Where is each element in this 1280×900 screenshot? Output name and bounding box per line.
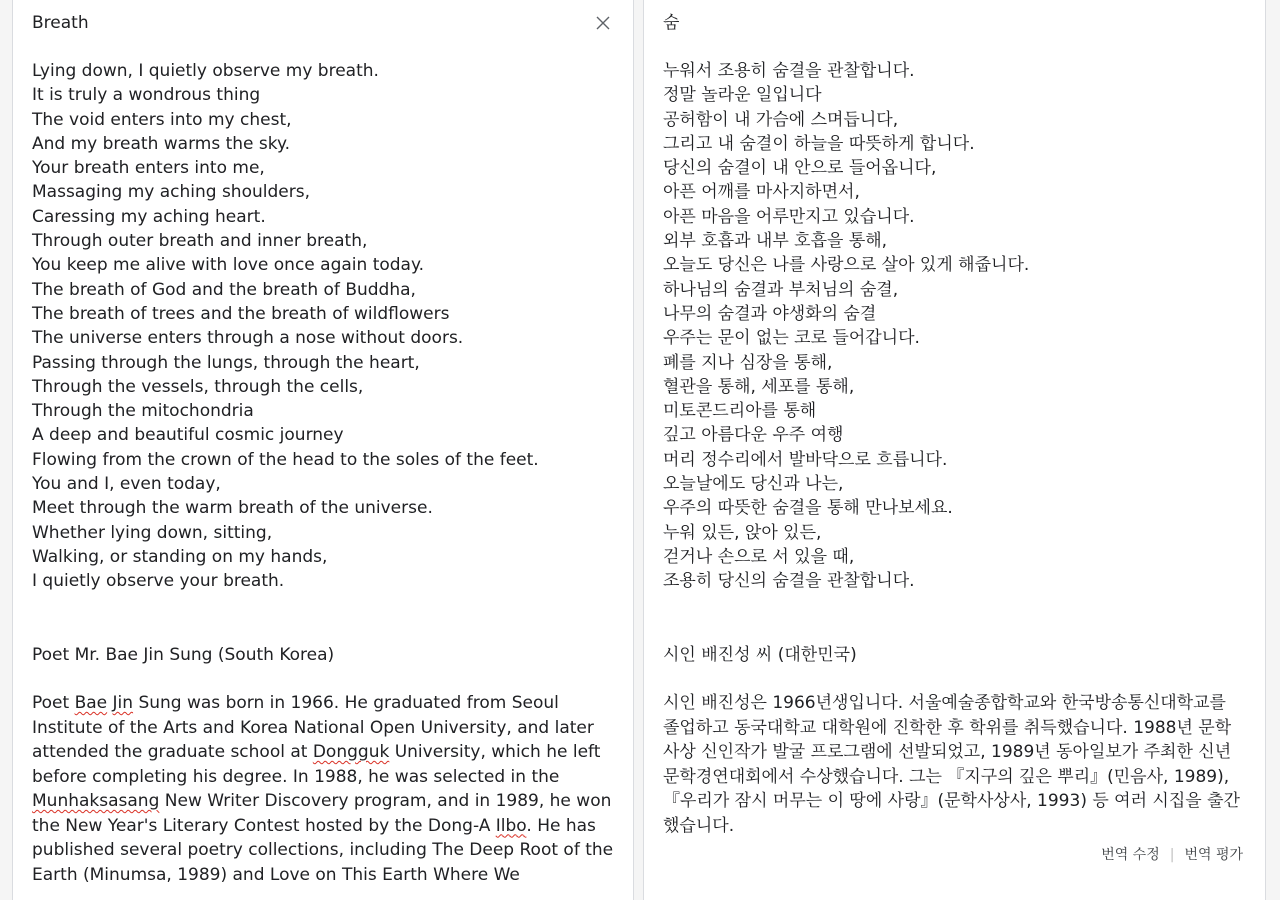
source-poem-line: Walking, or standing on my hands, <box>32 546 328 567</box>
source-poem-line: I quietly observe your breath. <box>32 571 285 592</box>
translation-poem-line: 아픈 마음을 어루만지고 있습니다. <box>663 206 915 227</box>
translation-poem-line: 혈관을 통해, 세포를 통해, <box>663 376 855 397</box>
translation-poem-line: 폐를 지나 심장을 통해, <box>663 352 833 373</box>
translation-poem-line: 외부 호흡과 내부 호흡을 통해, <box>663 231 888 252</box>
translation-poem-line: 깊고 아름다운 우주 여행 <box>663 425 844 446</box>
translation-poem-line: 미토콘드리아를 통해 <box>663 401 817 422</box>
translation-poet-line: 시인 배진성 씨 (대한민국) <box>663 645 857 666</box>
translation-poem-line: 머리 정수리에서 발바닥으로 흐릅니다. <box>663 449 948 470</box>
edit-translation-link[interactable]: 번역 수정 <box>1101 847 1160 863</box>
translation-poem-line: 우주는 문이 없는 코로 들어갑니다. <box>663 328 920 349</box>
source-poem-line: Flowing from the crown of the head to the soles of the feet. <box>32 449 539 470</box>
source-poem-line: Through the vessels, through the cells, <box>32 376 364 397</box>
translation-panel <box>643 0 1266 900</box>
translation-poem-line: 조용히 당신의 숨결을 관찰합니다. <box>663 571 915 592</box>
source-poem-line: Meet through the warm breath of the universe. <box>32 498 433 519</box>
source-poem-line: A deep and beautiful cosmic journey <box>32 425 344 446</box>
source-poem-line: The void enters into my chest, <box>32 109 292 130</box>
spellcheck-flagged-word[interactable]: Dongguk <box>312 742 390 763</box>
translation-poem-line: 오늘도 당신은 나를 사랑으로 살아 있게 해줍니다. <box>663 255 1030 276</box>
translation-poem-line: 나무의 숨결과 야생화의 숨결 <box>663 303 877 324</box>
spellcheck-flagged-word[interactable]: Ilbo <box>495 815 527 836</box>
source-poem-line: And my breath warms the sky. <box>32 133 291 154</box>
source-bio[interactable]: Poet Bae Jin Sung was born in 1966. He graduated from Seoul Institute of the Arts and Korea National Open University, and later attended the graduate school at Dongguk University, which he left before completing his degree. In 1988, he was selected in the Munhaksasang New Writer Discovery program, and in 1989, he won the New Year's Literary Contest hosted by the Dong-A Ilbo. He has published several poetry collections, including The Deep Root of the Earth (Minumsa, 1989) and Love on This Earth Where We <box>32 693 614 885</box>
translation-poem-line: 정말 놀라운 일입니다 <box>663 85 822 106</box>
spellcheck-flagged-word[interactable]: Munhaksasang <box>32 791 160 812</box>
close-icon[interactable] <box>592 12 614 34</box>
source-poem-line: The breath of trees and the breath of wildflowers <box>32 303 450 324</box>
source-title[interactable]: Breath <box>32 13 89 33</box>
source-poem-line: Through outer breath and inner breath, <box>32 231 368 252</box>
translation-poem-line: 누워서 조용히 숨결을 관찰합니다. <box>663 61 915 81</box>
rate-translation-link[interactable]: 번역 평가 <box>1184 847 1243 863</box>
source-poem-line: Lying down, I quietly observe my breath. <box>32 61 379 81</box>
spellcheck-flagged-word[interactable]: Jin <box>112 693 134 714</box>
translation-footer <box>644 844 1265 864</box>
footer-separator: | <box>1169 847 1175 863</box>
translation-poem-line: 걷거나 손으로 서 있을 때, <box>663 546 855 567</box>
translation-poem-line: 그리고 내 숨결이 하늘을 따뜻하게 합니다. <box>663 133 975 154</box>
translation-poem-line: 누워 있든, 앉아 있든, <box>663 522 822 543</box>
source-poem-line: Passing through the lungs, through the heart, <box>32 352 420 373</box>
source-poem-line: You keep me alive with love once again today. <box>32 255 425 276</box>
translation-poem-line: 공허함이 내 가슴에 스며듭니다, <box>663 109 899 130</box>
translation-poem-line: 당신의 숨결이 내 안으로 들어옵니다, <box>663 158 937 179</box>
translation-bio: 시인 배진성은 1966년생입니다. 서울예술종합학교와 한국방송통신대학교를 졸업하고 동국대학교 대학원에 진학한 후 학위를 취득했습니다. 1988년 문학사상 신인작가 발굴 프로그램에 선발되었고, 1989년 동아일보가 주최한 신년 문학경연대회에서 수상했습니다. 그는 『지구의 깊은 뿌리』(민음사, 1989), 『우리가 잠시 머무는 이 땅에 사랑』(문학사상사, 1993) 등 여러 시집을 출간했습니다. <box>663 693 1240 836</box>
source-poem-line: It is truly a wondrous thing <box>32 85 261 106</box>
source-poet-line[interactable]: Poet Mr. Bae Jin Sung (South Korea) <box>32 645 335 666</box>
source-poem-line: Your breath enters into me, <box>32 158 265 179</box>
source-poem-line: The universe enters through a nose without doors. <box>32 328 464 349</box>
close-icon-glyph <box>596 16 610 30</box>
translation-poem-line: 아픈 어깨를 마사지하면서, <box>663 182 860 203</box>
source-poem-line: You and I, even today, <box>32 474 221 495</box>
source-text-panel[interactable] <box>12 0 634 900</box>
spellcheck-flagged-word[interactable]: Bae <box>74 693 108 714</box>
source-poem-line: Massaging my aching shoulders, <box>32 182 310 203</box>
source-poem-lines[interactable] <box>32 59 614 594</box>
translation-poem-lines <box>663 59 1246 594</box>
source-poem-line: Whether lying down, sitting, <box>32 522 273 543</box>
translation-title: 숨 <box>663 13 680 33</box>
source-poem-line: Through the mitochondria <box>32 401 254 422</box>
translation-poem-line: 하나님의 숨결과 부처님의 숨결, <box>663 279 899 300</box>
source-poem-line: The breath of God and the breath of Buddha, <box>32 279 416 300</box>
source-poem-line: Caressing my aching heart. <box>32 206 266 227</box>
translation-poem-line: 우주의 따뜻한 숨결을 통해 만나보세요. <box>663 498 953 519</box>
translation-poem-line: 오늘날에도 당신과 나는, <box>663 474 844 495</box>
